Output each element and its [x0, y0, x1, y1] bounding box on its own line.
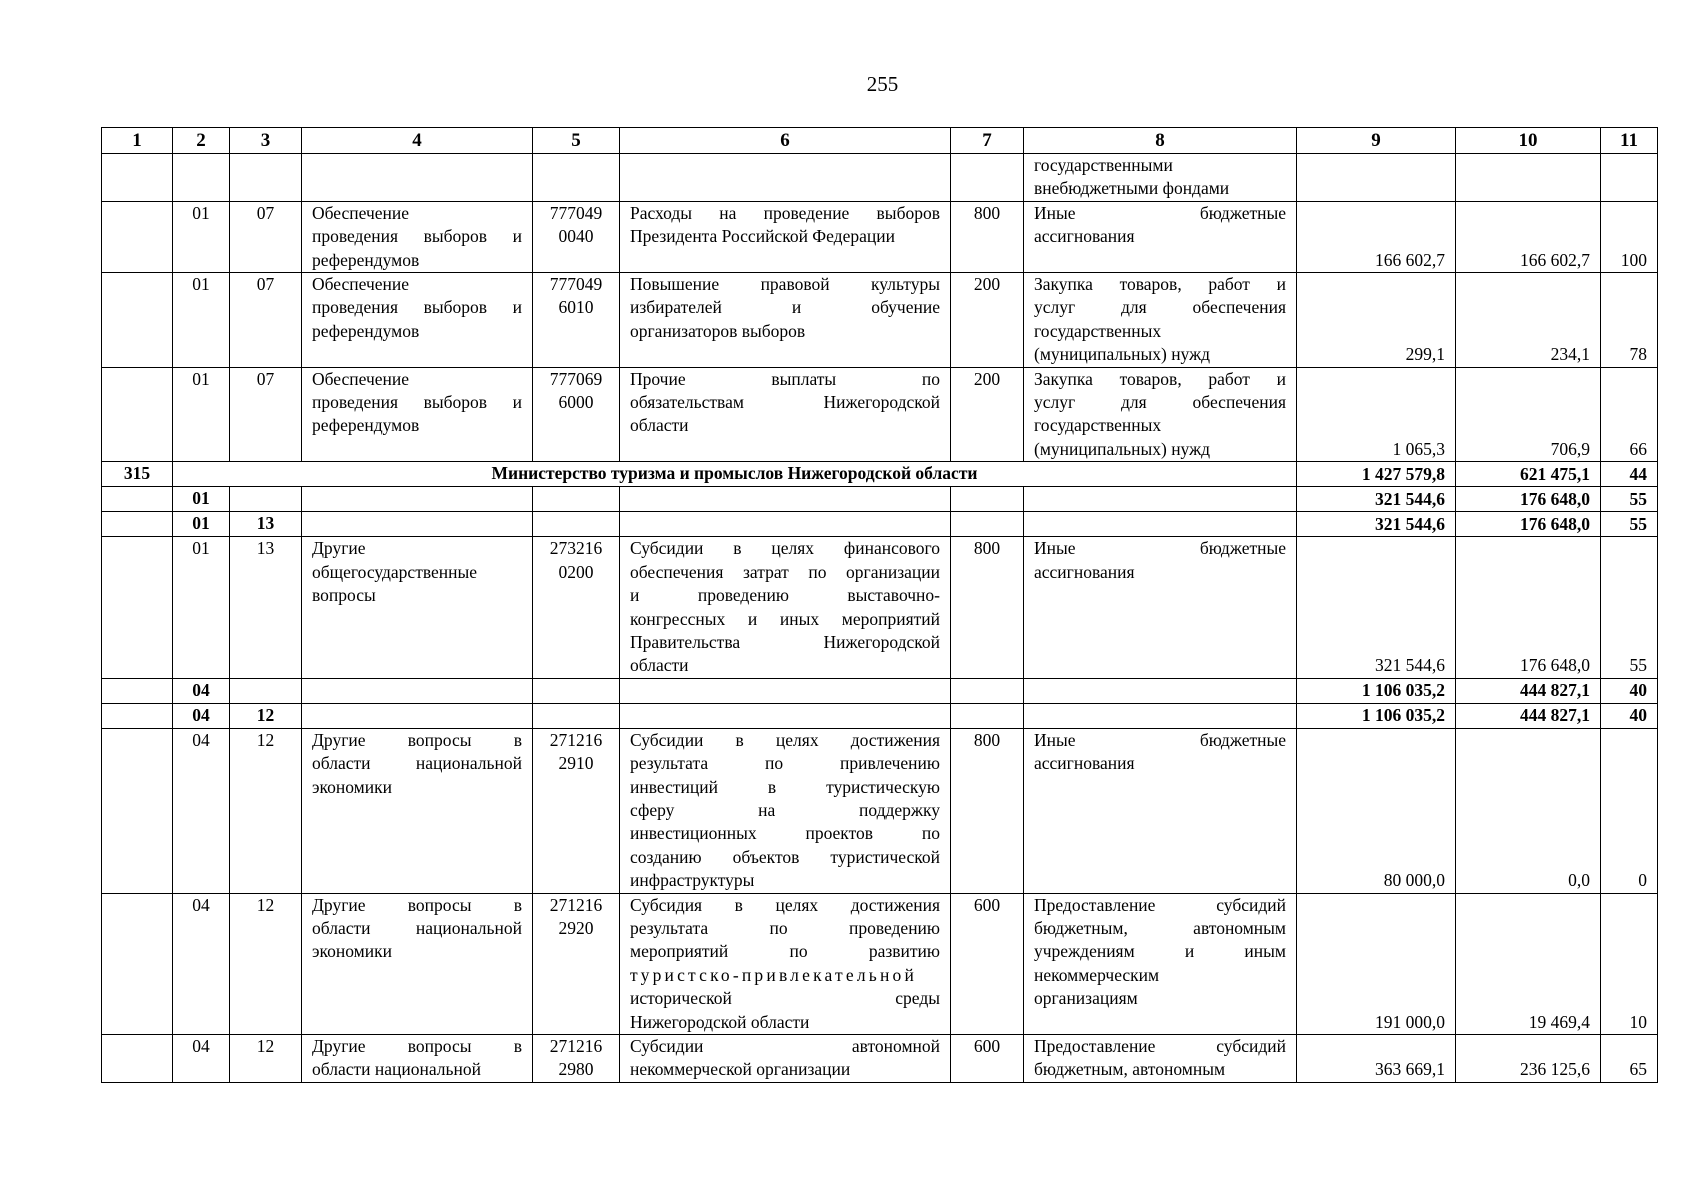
table-header-row	[102, 128, 1658, 154]
target-article-cell-line: 271216	[549, 1036, 603, 1056]
planned-amount-cell: 363 669,1	[1297, 1035, 1456, 1083]
subsection-name-cell-line: проведения выборов и	[312, 392, 522, 413]
empty-cell	[1456, 154, 1601, 202]
subsection-code-cell: 07	[230, 273, 302, 368]
column-header: 11	[1601, 128, 1658, 154]
percent-cell: 55	[1601, 487, 1658, 512]
target-article-cell	[533, 537, 620, 678]
subsection-code-cell: 13	[230, 512, 302, 537]
subsection-name-cell	[302, 201, 533, 272]
planned-amount-cell: 1 065,3	[1297, 367, 1456, 462]
subsection-name-cell	[302, 728, 533, 893]
empty-cell	[951, 154, 1024, 202]
percent-cell: 55	[1601, 537, 1658, 678]
target-article-name-cell-line: обязательствам Нижегородской	[630, 392, 940, 413]
actual-amount-cell: 706,9	[1456, 367, 1601, 462]
subsection-code-cell: 12	[230, 893, 302, 1034]
empty-cell	[102, 678, 173, 703]
empty-cell	[620, 703, 951, 728]
expense-type-cell-line: учреждениям и иным	[1034, 941, 1286, 962]
target-article-cell-line: 6000	[558, 392, 594, 413]
target-article-cell-line: 2980	[558, 1059, 594, 1080]
target-article-cell	[533, 1035, 620, 1083]
target-article-cell-line: 271216	[549, 729, 603, 750]
subsection-name-cell-line: референдумов	[312, 415, 420, 436]
planned-amount-cell: 321 544,6	[1297, 537, 1456, 678]
ministry-row	[102, 462, 1658, 487]
expense-type-cell	[1024, 1035, 1297, 1083]
subsection-name-cell	[302, 893, 533, 1034]
empty-cell	[951, 512, 1024, 537]
expense-type-cell	[1024, 367, 1297, 462]
target-article-cell-line: 777049	[549, 274, 603, 295]
column-header: 10	[1456, 128, 1601, 154]
target-article-cell	[533, 273, 620, 368]
target-article-name-cell-line: инвестиционных проектов по	[630, 823, 940, 844]
actual-amount-cell: 19 469,4	[1456, 893, 1601, 1034]
target-article-name-cell-line: Повышение правовой культуры	[630, 274, 940, 295]
actual-amount-cell: 234,1	[1456, 273, 1601, 368]
target-article-name-cell-line: инвестиций в туристическую	[630, 776, 940, 797]
target-article-cell	[533, 367, 620, 462]
target-article-name-cell-line: Правительства Нижегородской	[630, 631, 940, 652]
table-row	[102, 728, 1658, 893]
empty-cell	[102, 273, 173, 368]
planned-amount-cell: 191 000,0	[1297, 893, 1456, 1034]
column-header: 8	[1024, 128, 1297, 154]
target-article-name-cell-line: избирателей и обучение	[630, 297, 940, 318]
target-article-name-cell-line: созданию объектов туристической	[630, 846, 940, 867]
actual-amount-cell: 166 602,7	[1456, 201, 1601, 272]
subsection-name-cell-line: Другие	[312, 538, 366, 559]
expense-type-cell-line: (муниципальных) нужд	[1034, 438, 1211, 459]
empty-cell	[1024, 512, 1297, 537]
expense-type-cell-line: бюджетным, автономным	[1034, 917, 1286, 938]
empty-cell	[1024, 678, 1297, 703]
target-article-cell-line: 777049	[549, 202, 603, 223]
expense-type-cell	[1024, 273, 1297, 368]
target-article-name-cell-line: результата по проведению	[630, 917, 940, 938]
expense-type-cell	[1024, 201, 1297, 272]
subsection-code-cell: 07	[230, 367, 302, 462]
expense-type-cell-line: услуг для обеспечения	[1034, 392, 1286, 413]
target-article-name-cell-line: области	[630, 415, 689, 436]
empty-cell	[102, 537, 173, 678]
target-article-name-cell-line: Субсидия в целях достижения	[630, 894, 940, 915]
subsection-name-cell-line: Другие вопросы в	[312, 729, 522, 750]
expense-type-cell	[1024, 537, 1297, 678]
target-article-name-cell-line: Субсидии в целях достижения	[630, 729, 940, 750]
empty-cell	[533, 678, 620, 703]
target-article-cell-line: 2910	[558, 753, 594, 774]
expense-type-cell-line: Предоставление субсидий	[1034, 894, 1286, 915]
expense-type-cell-line: бюджетным, автономным	[1034, 1059, 1226, 1080]
target-article-cell-line: 6010	[558, 297, 594, 318]
target-article-name-cell-line: Нижегородской области	[630, 1011, 810, 1032]
subsection-name-cell-line: экономики	[312, 941, 392, 962]
subsection-code-cell	[230, 487, 302, 512]
target-article-cell	[533, 893, 620, 1034]
target-article-name-cell-line: Президента Российской Федерации	[630, 226, 895, 247]
empty-cell	[1601, 154, 1658, 202]
target-article-name-cell	[620, 273, 951, 368]
expense-type-code-cell: 800	[951, 728, 1024, 893]
planned-amount-cell: 299,1	[1297, 273, 1456, 368]
empty-cell	[173, 154, 230, 202]
target-article-name-cell	[620, 1035, 951, 1083]
target-article-name-cell-line: обеспечения затрат по организации	[630, 561, 940, 582]
page-number: 255	[866, 72, 899, 96]
table-row	[102, 273, 1658, 368]
target-article-cell	[533, 728, 620, 893]
empty-cell	[620, 487, 951, 512]
empty-cell	[1024, 487, 1297, 512]
target-article-name-cell-line: сферу на поддержку	[630, 799, 940, 820]
empty-cell	[102, 512, 173, 537]
subsection-code-cell: 12	[230, 1035, 302, 1083]
actual-amount-cell: 236 125,6	[1456, 1035, 1601, 1083]
empty-cell	[533, 154, 620, 202]
subsection-name-cell-line: проведения выборов и	[312, 226, 522, 247]
section-code-cell: 01	[173, 273, 230, 368]
expense-type-cell-line: государственных	[1034, 415, 1162, 436]
subsection-name-cell-line: проведения выборов и	[312, 297, 522, 318]
subsection-name-cell-line: Обеспечение	[312, 202, 410, 223]
target-article-cell-line: 2920	[558, 917, 594, 938]
expense-type-cell-line: организациям	[1034, 988, 1138, 1009]
planned-amount-cell: 321 544,6	[1297, 487, 1456, 512]
empty-cell	[302, 678, 533, 703]
target-article-name-cell-line: Прочие выплаты по	[630, 368, 940, 389]
subtotal-row	[102, 678, 1658, 703]
subsection-name-cell-line: области национальной	[312, 1059, 481, 1080]
planned-amount-cell: 1 106 035,2	[1297, 703, 1456, 728]
section-code-cell: 04	[173, 703, 230, 728]
expense-type-cell-line: Иные бюджетные	[1034, 729, 1286, 750]
section-code-cell: 01	[173, 487, 230, 512]
planned-amount-cell: 1 427 579,8	[1297, 462, 1456, 487]
section-code-cell: 01	[173, 512, 230, 537]
empty-cell	[302, 512, 533, 537]
subsection-name-cell	[302, 367, 533, 462]
expense-type-cell-line: ассигнования	[1034, 753, 1135, 774]
subtotal-row	[102, 703, 1658, 728]
target-article-cell-line: 777069	[549, 368, 603, 389]
subsection-name-cell	[302, 273, 533, 368]
percent-cell: 40	[1601, 678, 1658, 703]
empty-cell	[102, 893, 173, 1034]
empty-cell	[102, 154, 173, 202]
column-header: 5	[533, 128, 620, 154]
percent-cell: 10	[1601, 893, 1658, 1034]
target-article-name-cell-line: области	[630, 655, 689, 676]
expense-type-cell-line: Закупка товаров, работ и	[1034, 274, 1286, 295]
target-article-name-cell	[620, 893, 951, 1034]
subsection-name-cell-line: референдумов	[312, 320, 420, 341]
empty-cell	[951, 487, 1024, 512]
percent-cell: 100	[1601, 201, 1658, 272]
budget-table	[101, 127, 1658, 1083]
expense-type-cell-line: (муниципальных) нужд	[1034, 344, 1211, 365]
expense-type-cell	[1024, 154, 1297, 202]
empty-cell	[1297, 154, 1456, 202]
table-row	[102, 537, 1658, 678]
expense-type-cell	[1024, 728, 1297, 893]
empty-cell	[533, 512, 620, 537]
target-article-name-cell-line: организаторов выборов	[630, 320, 806, 341]
subsection-name-cell-line: экономики	[312, 776, 392, 797]
subsection-name-cell-line: Другие вопросы в	[312, 894, 522, 915]
column-header: 4	[302, 128, 533, 154]
empty-cell	[302, 487, 533, 512]
expense-type-code-cell: 600	[951, 893, 1024, 1034]
subsection-name-cell	[302, 1035, 533, 1083]
percent-cell: 40	[1601, 703, 1658, 728]
column-header: 7	[951, 128, 1024, 154]
subsection-code-cell	[230, 678, 302, 703]
empty-cell	[951, 703, 1024, 728]
target-article-name-cell-line: и проведению выставочно-	[630, 585, 940, 606]
empty-cell	[230, 154, 302, 202]
subsection-name-cell-line: области национальной	[312, 753, 522, 774]
ministry-code-cell: 315	[102, 462, 173, 487]
expense-type-cell-line: ассигнования	[1034, 561, 1135, 582]
expense-type-cell	[1024, 893, 1297, 1034]
percent-cell: 55	[1601, 512, 1658, 537]
empty-cell	[102, 728, 173, 893]
percent-cell: 65	[1601, 1035, 1658, 1083]
section-code-cell: 01	[173, 367, 230, 462]
empty-cell	[102, 367, 173, 462]
empty-cell	[102, 703, 173, 728]
target-article-name-cell	[620, 537, 951, 678]
section-code-cell: 01	[173, 201, 230, 272]
actual-amount-cell: 0,0	[1456, 728, 1601, 893]
actual-amount-cell: 444 827,1	[1456, 703, 1601, 728]
percent-cell: 66	[1601, 367, 1658, 462]
expense-type-code-cell: 800	[951, 537, 1024, 678]
empty-cell	[951, 678, 1024, 703]
planned-amount-cell: 166 602,7	[1297, 201, 1456, 272]
empty-cell	[302, 703, 533, 728]
target-article-name-cell-line: исторической среды	[630, 988, 940, 1009]
percent-cell: 44	[1601, 462, 1658, 487]
section-code-cell: 04	[173, 728, 230, 893]
empty-cell	[620, 678, 951, 703]
expense-type-cell-line: Иные бюджетные	[1034, 538, 1286, 559]
expense-type-cell-line: внебюджетными фондами	[1034, 178, 1230, 199]
actual-amount-cell: 621 475,1	[1456, 462, 1601, 487]
empty-cell	[102, 201, 173, 272]
target-article-name-cell-line: Расходы на проведение выборов	[630, 202, 940, 223]
actual-amount-cell: 176 648,0	[1456, 512, 1601, 537]
target-article-name-cell-line: инфраструктуры	[630, 870, 755, 891]
column-header: 9	[1297, 128, 1456, 154]
empty-cell	[533, 487, 620, 512]
section-code-cell: 04	[173, 893, 230, 1034]
subsection-name-cell-line: области национальной	[312, 917, 522, 938]
percent-cell: 0	[1601, 728, 1658, 893]
expense-type-cell-line: Закупка товаров, работ и	[1034, 368, 1286, 389]
target-article-name-cell-line: туристско-привлекательной	[630, 964, 918, 985]
target-article-cell-line: 0040	[558, 226, 594, 247]
actual-amount-cell: 176 648,0	[1456, 487, 1601, 512]
ministry-title-cell: Министерство туризма и промыслов Нижегородской области	[173, 462, 1297, 487]
column-header: 6	[620, 128, 951, 154]
subsection-name-cell-line: Другие вопросы в	[312, 1036, 522, 1056]
empty-cell	[1024, 703, 1297, 728]
target-article-name-cell	[620, 201, 951, 272]
table-row	[102, 154, 1658, 202]
table-row	[102, 1035, 1658, 1083]
empty-cell	[302, 154, 533, 202]
subsection-code-cell: 12	[230, 728, 302, 893]
target-article-name-cell	[620, 728, 951, 893]
expense-type-cell-line: ассигнования	[1034, 226, 1135, 247]
section-code-cell: 04	[173, 678, 230, 703]
expense-type-cell-line: некоммерческим	[1034, 964, 1160, 985]
actual-amount-cell: 444 827,1	[1456, 678, 1601, 703]
expense-type-cell-line: Предоставление субсидий	[1034, 1036, 1286, 1056]
target-article-name-cell-line: конгрессных и иных мероприятий	[630, 608, 940, 629]
table-row	[102, 893, 1658, 1034]
planned-amount-cell: 1 106 035,2	[1297, 678, 1456, 703]
target-article-name-cell-line: Субсидии в целях финансового	[630, 538, 940, 559]
actual-amount-cell: 176 648,0	[1456, 537, 1601, 678]
subsection-name-cell	[302, 537, 533, 678]
target-article-name-cell-line: некоммерческой организации	[630, 1059, 851, 1080]
target-article-cell-line: 0200	[558, 561, 594, 582]
subsection-name-cell-line: Обеспечение	[312, 274, 410, 295]
table-row	[102, 367, 1658, 462]
empty-cell	[620, 512, 951, 537]
target-article-cell	[533, 201, 620, 272]
empty-cell	[620, 154, 951, 202]
column-header: 2	[173, 128, 230, 154]
expense-type-code-cell: 800	[951, 201, 1024, 272]
expense-type-cell-line: услуг для обеспечения	[1034, 297, 1286, 318]
column-header: 3	[230, 128, 302, 154]
empty-cell	[102, 487, 173, 512]
percent-cell: 78	[1601, 273, 1658, 368]
expense-type-cell-line: государственных	[1034, 320, 1162, 341]
subsection-name-cell-line: вопросы	[312, 585, 376, 606]
target-article-name-cell-line: Субсидии автономной	[630, 1036, 940, 1056]
subsection-name-cell-line: Обеспечение	[312, 368, 410, 389]
expense-type-cell-line: государственными	[1034, 155, 1173, 175]
expense-type-cell-line: Иные бюджетные	[1034, 202, 1286, 223]
target-article-cell-line: 271216	[549, 894, 603, 915]
subtotal-row	[102, 487, 1658, 512]
target-article-cell-line: 273216	[549, 538, 603, 559]
planned-amount-cell: 321 544,6	[1297, 512, 1456, 537]
section-code-cell: 01	[173, 537, 230, 678]
subsection-name-cell-line: референдумов	[312, 249, 420, 270]
expense-type-code-cell: 200	[951, 367, 1024, 462]
empty-cell	[102, 1035, 173, 1083]
target-article-name-cell	[620, 367, 951, 462]
subsection-code-cell: 13	[230, 537, 302, 678]
column-header: 1	[102, 128, 173, 154]
table-row	[102, 201, 1658, 272]
subsection-code-cell: 12	[230, 703, 302, 728]
expense-type-code-cell: 200	[951, 273, 1024, 368]
section-code-cell: 04	[173, 1035, 230, 1083]
target-article-name-cell-line: результата по привлечению	[630, 753, 940, 774]
subtotal-row	[102, 512, 1658, 537]
planned-amount-cell: 80 000,0	[1297, 728, 1456, 893]
subsection-code-cell: 07	[230, 201, 302, 272]
target-article-name-cell-line: мероприятий по развитию	[630, 941, 940, 962]
empty-cell	[533, 703, 620, 728]
expense-type-code-cell: 600	[951, 1035, 1024, 1083]
subsection-name-cell-line: общегосударственные	[312, 561, 478, 582]
